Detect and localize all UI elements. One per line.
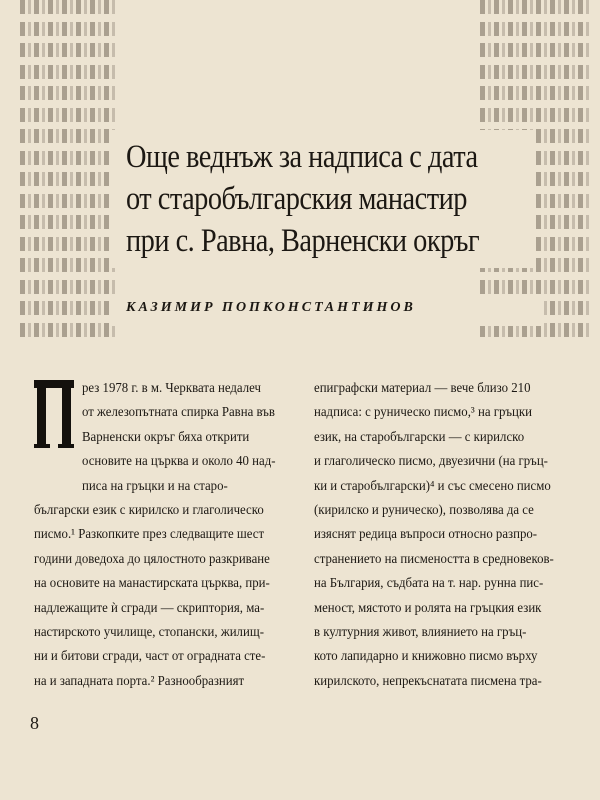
dropcap bbox=[34, 380, 74, 448]
author-byline bbox=[112, 294, 544, 326]
left-column bbox=[34, 376, 296, 696]
text-line: на и западната порта.² Разнообразният bbox=[34, 672, 245, 688]
title-line: Още веднъж за надписа с дата bbox=[126, 139, 478, 175]
title-line: при с. Равна, Варненски окръг bbox=[126, 223, 480, 259]
text-line: кирилското, непрекъснатата писмена тра- bbox=[314, 672, 542, 688]
text-line: изяснят редица въпроси относно разпро- bbox=[314, 526, 538, 542]
text-line: ни и битови сгради, част от оградната сте- bbox=[34, 648, 266, 664]
text-line: ки и старобългарски)⁴ и със смесено писмо bbox=[314, 477, 551, 493]
text-line: настирското училище, стопански, жилищ- bbox=[34, 624, 264, 640]
text-line: език, на старобългарски — с кирилско bbox=[314, 428, 525, 444]
text-line: на основите на манастирската църква, при- bbox=[34, 575, 270, 591]
text-line: епиграфски материал — вече близо 210 bbox=[314, 380, 531, 395]
text-line: кото лапидарно и книжовно писмо върху bbox=[314, 648, 538, 664]
text-line: и глаголическо писмо, двуезични (на гръц- bbox=[314, 453, 548, 469]
text-line: меност, мястото и ролята на гръцкия език bbox=[314, 599, 542, 615]
page-number: 8 bbox=[30, 713, 39, 733]
article-title bbox=[112, 130, 534, 268]
text-line: (кирилско и руническо), позволява да се bbox=[314, 502, 534, 518]
text-line: години доведоха до цялостното разкриване bbox=[34, 550, 270, 566]
text-line: рез 1978 г. в м. Черквата недалеч bbox=[82, 380, 261, 395]
text-line: от железопътната спирка Равна във bbox=[82, 404, 275, 420]
text-line: надлежащите ѝ сгради — скриптория, ма- bbox=[34, 599, 265, 615]
text-line: в културния живот, влиянието на гръц- bbox=[314, 624, 527, 640]
text-line: писа на гръцки и на старо- bbox=[82, 477, 228, 493]
text-line: на България, съдбата на т. нар. рунна пис- bbox=[314, 575, 544, 591]
title-line: от старобългарския манастир bbox=[126, 181, 467, 217]
text-line: основите на църква и около 40 над- bbox=[82, 453, 276, 469]
bleed-through-left bbox=[0, 0, 118, 360]
text-line: надписа: с руническо писмо,³ на гръцки bbox=[314, 404, 532, 420]
article-body bbox=[34, 376, 576, 696]
text-line: Варненски окръг бяха открити bbox=[82, 428, 250, 444]
author-name: КАЗИМИР ПОПКОНСТАНТИНОВ bbox=[126, 300, 416, 315]
text-line: писмо.¹ Разкопките през следващите шест bbox=[34, 526, 265, 542]
text-line: български език с кирилско и глаголическо bbox=[34, 502, 264, 518]
text-line: странението на писмеността в средновеков- bbox=[314, 550, 554, 566]
right-column bbox=[314, 376, 576, 696]
